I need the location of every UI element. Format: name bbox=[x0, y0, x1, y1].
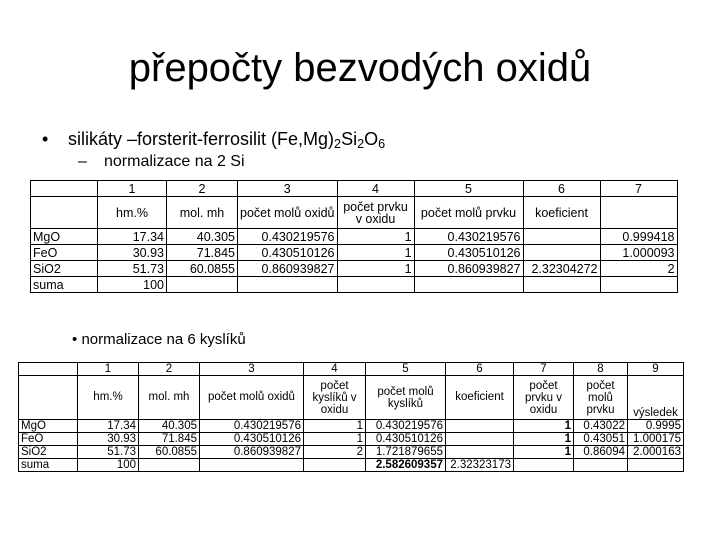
table-header-row bbox=[19, 376, 684, 420]
column-header: počet prvku v oxidu bbox=[514, 376, 574, 420]
table-cell: 2.32304272 bbox=[523, 261, 600, 277]
table-cell: 30.93 bbox=[78, 433, 139, 446]
sub-bullet-normalize-si bbox=[78, 152, 245, 172]
table-cell: 1 bbox=[337, 245, 414, 261]
col-number: 4 bbox=[304, 363, 366, 376]
table-cell bbox=[574, 459, 628, 472]
table-cell: 51.73 bbox=[98, 261, 167, 277]
column-header: hm.% bbox=[98, 197, 167, 229]
table-cell bbox=[628, 459, 684, 472]
table-cell bbox=[19, 363, 78, 376]
table-cell bbox=[238, 277, 338, 293]
table-cell: 0.430219576 bbox=[238, 229, 338, 245]
table-cell: 40.305 bbox=[167, 229, 238, 245]
subscript: 6 bbox=[378, 137, 386, 151]
col-number: 8 bbox=[574, 363, 628, 376]
column-header: koeficient bbox=[523, 197, 600, 229]
column-header: mol. mh bbox=[139, 376, 200, 420]
table-cell: 0.430510126 bbox=[414, 245, 523, 261]
table-cell: 1 bbox=[304, 420, 366, 433]
col-number: 9 bbox=[628, 363, 684, 376]
row-label: SiO2 bbox=[31, 261, 98, 277]
table-cell bbox=[304, 459, 366, 472]
table-row bbox=[31, 277, 678, 293]
table-cell: 71.845 bbox=[139, 433, 200, 446]
column-header: hm.% bbox=[78, 376, 139, 420]
table-cell: 17.34 bbox=[78, 420, 139, 433]
row-label: FeO bbox=[31, 245, 98, 261]
col-number: 5 bbox=[414, 181, 523, 197]
bullet-mark: • bbox=[42, 129, 49, 149]
table-row bbox=[31, 181, 678, 197]
col-number: 7 bbox=[514, 363, 574, 376]
table-cell: 1.721879655 bbox=[366, 446, 446, 459]
table-cell bbox=[446, 446, 514, 459]
table-cell: 0.43022 bbox=[574, 420, 628, 433]
table-cell bbox=[523, 229, 600, 245]
table-cell bbox=[139, 459, 200, 472]
table-cell: 60.0855 bbox=[139, 446, 200, 459]
table-cell: 17.34 bbox=[98, 229, 167, 245]
table-cell: 0.9995 bbox=[628, 420, 684, 433]
table-cell: 2.582609357 bbox=[366, 459, 446, 472]
table-cell: 1 bbox=[514, 446, 574, 459]
table-cell: 1.000175 bbox=[628, 433, 684, 446]
table-cell: 0.430219576 bbox=[366, 420, 446, 433]
table-cell: 51.73 bbox=[78, 446, 139, 459]
row-label: FeO bbox=[19, 433, 78, 446]
table-row bbox=[19, 433, 684, 446]
subscript: 2 bbox=[334, 137, 342, 151]
table-cell bbox=[446, 433, 514, 446]
table-cell bbox=[446, 420, 514, 433]
table-cell bbox=[167, 277, 238, 293]
table-cell: 2.000163 bbox=[628, 446, 684, 459]
table-cell: 1 bbox=[304, 433, 366, 446]
table-cell bbox=[514, 459, 574, 472]
table-cell: 0.430219576 bbox=[414, 229, 523, 245]
column-header: počet prvku v oxidu bbox=[337, 197, 414, 229]
table-cell: 0.860939827 bbox=[414, 261, 523, 277]
table-cell: 1 bbox=[514, 420, 574, 433]
table-cell: 71.845 bbox=[167, 245, 238, 261]
column-header: počet molů oxidů bbox=[238, 197, 338, 229]
table-cell bbox=[523, 277, 600, 293]
table-cell: 0.430510126 bbox=[366, 433, 446, 446]
table-cell: 0.860939827 bbox=[200, 446, 304, 459]
column-header: koeficient bbox=[446, 376, 514, 420]
table-cell bbox=[19, 376, 78, 420]
table-cell bbox=[31, 197, 98, 229]
row-label: suma bbox=[31, 277, 98, 293]
col-number: 2 bbox=[139, 363, 200, 376]
table-cell: 30.93 bbox=[98, 245, 167, 261]
bullet-text: silikáty –forsterit-ferrosilit (Fe,Mg) bbox=[68, 129, 335, 149]
table-cell: 0.430510126 bbox=[238, 245, 338, 261]
table-cell: 1 bbox=[337, 261, 414, 277]
table-cell: 0.43051 bbox=[574, 433, 628, 446]
col-number: 1 bbox=[78, 363, 139, 376]
bullet-normalize-oxygen bbox=[72, 330, 246, 350]
table-cell: 1 bbox=[514, 433, 574, 446]
dash-mark: – bbox=[78, 153, 87, 170]
table-cell: 1 bbox=[337, 229, 414, 245]
table-row bbox=[19, 446, 684, 459]
column-header: počet kyslíků v oxidu bbox=[304, 376, 366, 420]
row-label: MgO bbox=[31, 229, 98, 245]
table-cell: 1.000093 bbox=[600, 245, 677, 261]
table-row bbox=[19, 363, 684, 376]
table-cell: 2.32323173 bbox=[446, 459, 514, 472]
table-cell bbox=[523, 245, 600, 261]
table-row bbox=[31, 245, 678, 261]
bullet-text: normalizace na 6 kyslíků bbox=[81, 331, 246, 348]
table-cell: 0.86094 bbox=[574, 446, 628, 459]
formula-si: Si bbox=[341, 129, 358, 149]
table-header-row bbox=[31, 197, 678, 229]
table-row bbox=[19, 459, 684, 472]
subscript: 2 bbox=[357, 137, 365, 151]
table-row bbox=[31, 229, 678, 245]
col-number: 5 bbox=[366, 363, 446, 376]
row-label: MgO bbox=[19, 420, 78, 433]
col-number: 6 bbox=[446, 363, 514, 376]
bullet-mark: • bbox=[72, 331, 78, 348]
table-cell: 100 bbox=[98, 277, 167, 293]
table-cell: 0.430510126 bbox=[200, 433, 304, 446]
row-label: suma bbox=[19, 459, 78, 472]
table-cell bbox=[337, 277, 414, 293]
col-number: 3 bbox=[200, 363, 304, 376]
column-header: počet molů kyslíků bbox=[366, 376, 446, 420]
table-row bbox=[31, 261, 678, 277]
table-cell: 100 bbox=[78, 459, 139, 472]
table-cell bbox=[414, 277, 523, 293]
table-cell bbox=[31, 181, 98, 197]
col-number: 6 bbox=[523, 181, 600, 197]
table-row bbox=[19, 420, 684, 433]
column-header bbox=[600, 197, 677, 229]
table-normalize-6o bbox=[18, 362, 684, 472]
table-cell: 2 bbox=[304, 446, 366, 459]
bullet-silicates bbox=[42, 128, 385, 155]
table-cell: 0.430219576 bbox=[200, 420, 304, 433]
col-number: 3 bbox=[238, 181, 338, 197]
col-number: 4 bbox=[337, 181, 414, 197]
column-header: počet molů prvku bbox=[574, 376, 628, 420]
col-number: 7 bbox=[600, 181, 677, 197]
col-number: 1 bbox=[98, 181, 167, 197]
table-cell: 60.0855 bbox=[167, 261, 238, 277]
column-header: počet molů prvku bbox=[414, 197, 523, 229]
formula-o: O bbox=[364, 129, 379, 149]
column-header: počet molů oxidů bbox=[200, 376, 304, 420]
table-cell bbox=[600, 277, 677, 293]
table-cell: 2 bbox=[600, 261, 677, 277]
column-header: mol. mh bbox=[167, 197, 238, 229]
page-title: přepočty bezvodých oxidů bbox=[128, 46, 592, 90]
table-cell bbox=[200, 459, 304, 472]
table-normalize-2si bbox=[30, 180, 678, 293]
table-cell: 40.305 bbox=[139, 420, 200, 433]
row-label: SiO2 bbox=[19, 446, 78, 459]
table-cell: 0.999418 bbox=[600, 229, 677, 245]
table-cell: 0.860939827 bbox=[238, 261, 338, 277]
sub-bullet-text: normalizace na 2 Si bbox=[104, 153, 245, 170]
column-header: výsledek bbox=[628, 376, 684, 420]
col-number: 2 bbox=[167, 181, 238, 197]
